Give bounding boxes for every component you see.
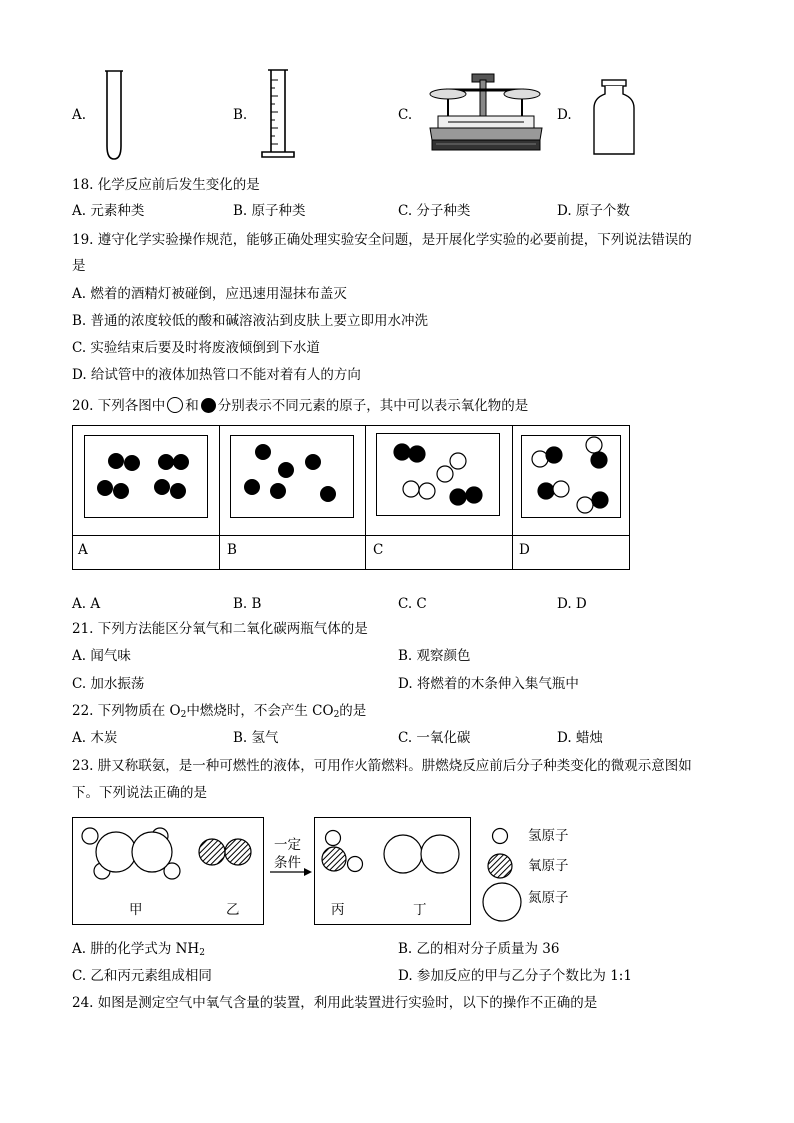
q23-label-jia: 甲 xyxy=(129,902,143,918)
q19-option-c[interactable]: C. 实验结束后要及时将废液倾倒到下水道 xyxy=(72,340,320,356)
q22-stem-suffix: 的是 xyxy=(339,703,367,719)
q21-option-a[interactable]: A. 闻气味 xyxy=(72,648,131,664)
q21-stem: 21. 下列方法能区分氧气和二氧化碳两瓶气体的是 xyxy=(72,621,368,637)
q24-stem: 24. 如图是测定空气中氧气含量的装置，利用此装置进行实验时，以下的操作不正确的是 xyxy=(72,995,598,1011)
q23-molecule-jia xyxy=(82,828,180,879)
q20-panel-a-molecules xyxy=(97,453,189,499)
q23-legend-atoms xyxy=(483,829,521,922)
q22-stem xyxy=(72,702,366,724)
q20-table-label-b: B xyxy=(227,542,237,558)
q20-stem xyxy=(72,397,528,415)
q19-option-d[interactable]: D. 给试管中的液体加热管口不能对着有人的方向 xyxy=(72,367,361,383)
q23-label-bing: 丙 xyxy=(331,902,345,918)
black-atom-icon xyxy=(201,398,216,413)
q20-panel-c-molecules xyxy=(394,444,482,505)
q20-panel-b-atoms xyxy=(244,444,336,502)
q22-option-c[interactable]: C. 一氧化碳 xyxy=(398,730,471,746)
q22-stem-sub2: 2 xyxy=(333,710,340,720)
oxygen-atom-icon xyxy=(488,854,512,878)
q20-molecule-table xyxy=(72,425,632,571)
q23-legend-hydrogen: 氢原子 xyxy=(528,828,569,844)
graduated-cylinder-icon xyxy=(258,68,302,160)
q23-option-a-text: A. 肼的化学式为 NH xyxy=(72,941,200,957)
q18-option-b[interactable]: B. 原子种类 xyxy=(233,203,306,219)
q22-stem-prefix: 22. 下列物质在 O xyxy=(72,703,181,719)
q23-stem-line2: 下。下列说法正确的是 xyxy=(72,785,207,801)
white-atom-icon xyxy=(167,397,183,413)
q19-option-b[interactable]: B. 普通的浓度较低的酸和碱溶液沾到皮肤上要立即用水冲洗 xyxy=(72,313,429,329)
q22-stem-mid: 中燃烧时，不会产生 CO xyxy=(186,703,334,719)
q20-stem-prefix: 20. 下列各图中 xyxy=(72,398,166,414)
q17-option-b-letter: B. xyxy=(233,107,248,123)
q20-stem-and: 和 xyxy=(185,398,199,414)
q23-reaction-diagram xyxy=(72,816,552,928)
q21-option-d[interactable]: D. 将燃着的木条伸入集气瓶中 xyxy=(398,676,579,692)
q23-label-yi: 乙 xyxy=(226,902,240,918)
q19-stem-line2: 是 xyxy=(72,258,86,274)
q23-molecule-ding xyxy=(384,835,459,873)
q23-option-a-sub: 2 xyxy=(199,948,205,958)
q18-option-a[interactable]: A. 元素种类 xyxy=(72,203,145,219)
q22-option-d[interactable]: D. 蜡烛 xyxy=(557,730,603,746)
q21-option-b[interactable]: B. 观察颜色 xyxy=(398,648,471,664)
q21-option-c[interactable]: C. 加水振荡 xyxy=(72,676,145,692)
q20-table-label-c: C xyxy=(373,542,384,558)
q19-option-a[interactable]: A. 燃着的酒精灯被碰倒，应迅速用湿抹布盖灭 xyxy=(72,286,347,302)
q20-option-a[interactable]: A. A xyxy=(72,596,101,612)
q22-option-b[interactable]: B. 氢气 xyxy=(233,730,279,746)
q18-stem: 18. 化学反应前后发生变化的是 xyxy=(72,177,260,193)
q23-legend-oxygen: 氧原子 xyxy=(528,858,569,874)
nitrogen-atom-icon xyxy=(483,883,521,921)
q20-option-b[interactable]: B. B xyxy=(233,596,262,612)
q23-molecule-yi xyxy=(199,839,251,865)
reagent-bottle-icon xyxy=(592,78,636,158)
q20-table-label-d: D xyxy=(519,542,530,558)
q23-arrow-condition-top: 一定 xyxy=(274,837,301,853)
q18-option-c[interactable]: C. 分子种类 xyxy=(398,203,471,219)
q17-option-c-letter: C. xyxy=(398,107,413,123)
test-tube-icon xyxy=(100,68,128,162)
q20-option-d[interactable]: D. D xyxy=(557,596,587,612)
balance-scale-icon xyxy=(428,72,544,154)
q20-stem-suffix: 分别表示不同元素的原子，其中可以表示氧化物的是 xyxy=(217,398,529,414)
q19-stem-line1: 19. 遵守化学实验操作规范，能够正确处理实验安全问题，是开展化学实验的必要前提，下列说法错误的 xyxy=(72,232,692,248)
q22-stem-sub1: 2 xyxy=(180,710,187,720)
q23-option-a[interactable] xyxy=(72,940,205,962)
q23-legend-nitrogen: 氮原子 xyxy=(528,890,569,906)
q23-arrow-condition-bottom: 条件 xyxy=(274,855,301,871)
q20-table-label-a: A xyxy=(78,542,88,558)
hydrogen-atom-icon xyxy=(493,829,508,844)
q23-label-ding: 丁 xyxy=(413,902,427,918)
q23-option-b[interactable]: B. 乙的相对分子质量为 36 xyxy=(398,941,560,957)
q20-option-c[interactable]: C. C xyxy=(398,596,427,612)
q18-option-d[interactable]: D. 原子个数 xyxy=(557,203,630,219)
q23-option-d[interactable]: D. 参加反应的甲与乙分子个数比为 1:1 xyxy=(398,968,632,984)
q17-option-a-letter: A. xyxy=(72,107,87,123)
q22-option-a[interactable]: A. 木炭 xyxy=(72,730,118,746)
q17-option-d-letter: D. xyxy=(557,107,572,123)
q23-option-c[interactable]: C. 乙和丙元素组成相同 xyxy=(72,968,212,984)
q20-panel-d-molecules xyxy=(532,437,608,513)
q23-molecule-bing xyxy=(322,831,363,872)
q23-stem-line1: 23. 肼又称联氨，是一种可燃性的液体，可用作火箭燃料。肼燃烧反应前后分子种类变化的微观示意图如 xyxy=(72,758,692,774)
